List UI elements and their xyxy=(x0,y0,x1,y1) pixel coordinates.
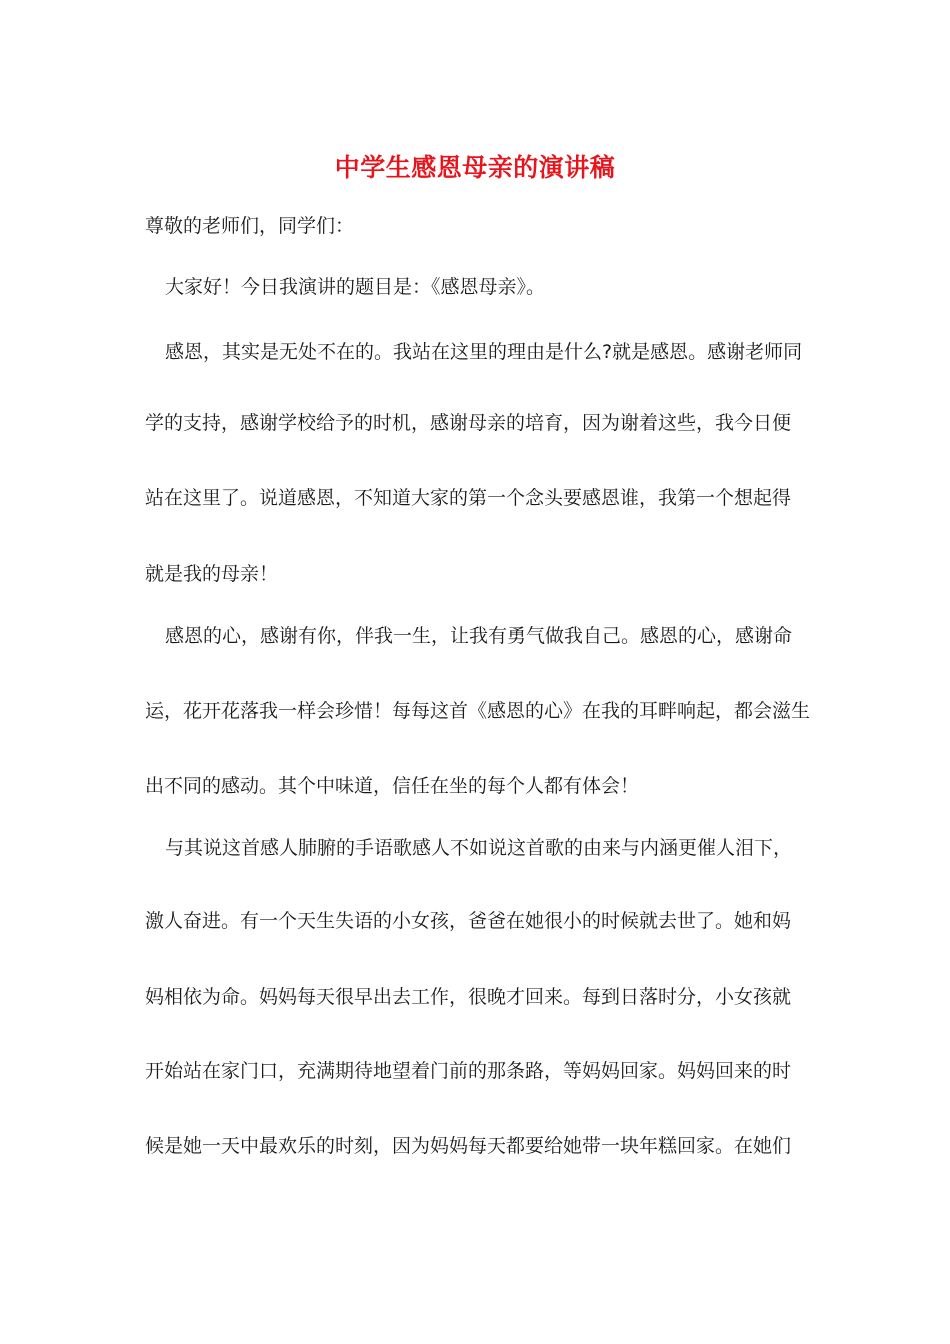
paragraph-line: 出不同的感动。其个中味道，信任在坐的每个人都有体会！ xyxy=(145,775,640,797)
paragraph-line: 激人奋进。有一个天生失语的小女孩，爸爸在她很小的时候就去世了。她和妈 xyxy=(145,910,792,932)
paragraph-line: 候是她一天中最欢乐的时刻，因为妈妈每天都要给她带一块年糕回家。在她们 xyxy=(145,1135,792,1157)
paragraph-line: 站在这里了。说道感恩，不知道大家的第一个念头要感恩谁，我第一个想起得 xyxy=(145,487,792,509)
paragraph-line: 学的支持，感谢学校给予的时机，感谢母亲的培育，因为谢着这些，我今日便 xyxy=(145,412,792,434)
paragraph-line: 就是我的母亲！ xyxy=(145,563,279,585)
paragraph-line: 感恩的心，感谢有你，伴我一生，让我有勇气做我自己。感恩的心，感谢命 xyxy=(165,625,793,647)
paragraph-line: 运，花开花落我一样会珍惜！每每这首《感恩的心》在我的耳畔响起，都会滋生 xyxy=(145,700,811,722)
document-title: 中学生感恩母亲的演讲稿 xyxy=(334,153,616,182)
paragraph-line: 大家好！今日我演讲的题目是：《感恩母亲》。 xyxy=(165,276,546,298)
salutation-line: 尊敬的老师们，同学们： xyxy=(145,215,355,237)
paragraph-line: 感恩，其实是无处不在的。我站在这里的理由是什么?就是感恩。感谢老师同 xyxy=(165,341,803,363)
paragraph-line: 开始站在家门口，充满期待地望着门前的那条路，等妈妈回家。妈妈回来的时 xyxy=(145,1060,792,1082)
paragraph-line: 与其说这首感人肺腑的手语歌感人不如说这首歌的由来与内涵更催人泪下， xyxy=(165,837,793,859)
paragraph-line: 妈相依为命。妈妈每天很早出去工作，很晚才回来。每到日落时分，小女孩就 xyxy=(145,986,792,1008)
